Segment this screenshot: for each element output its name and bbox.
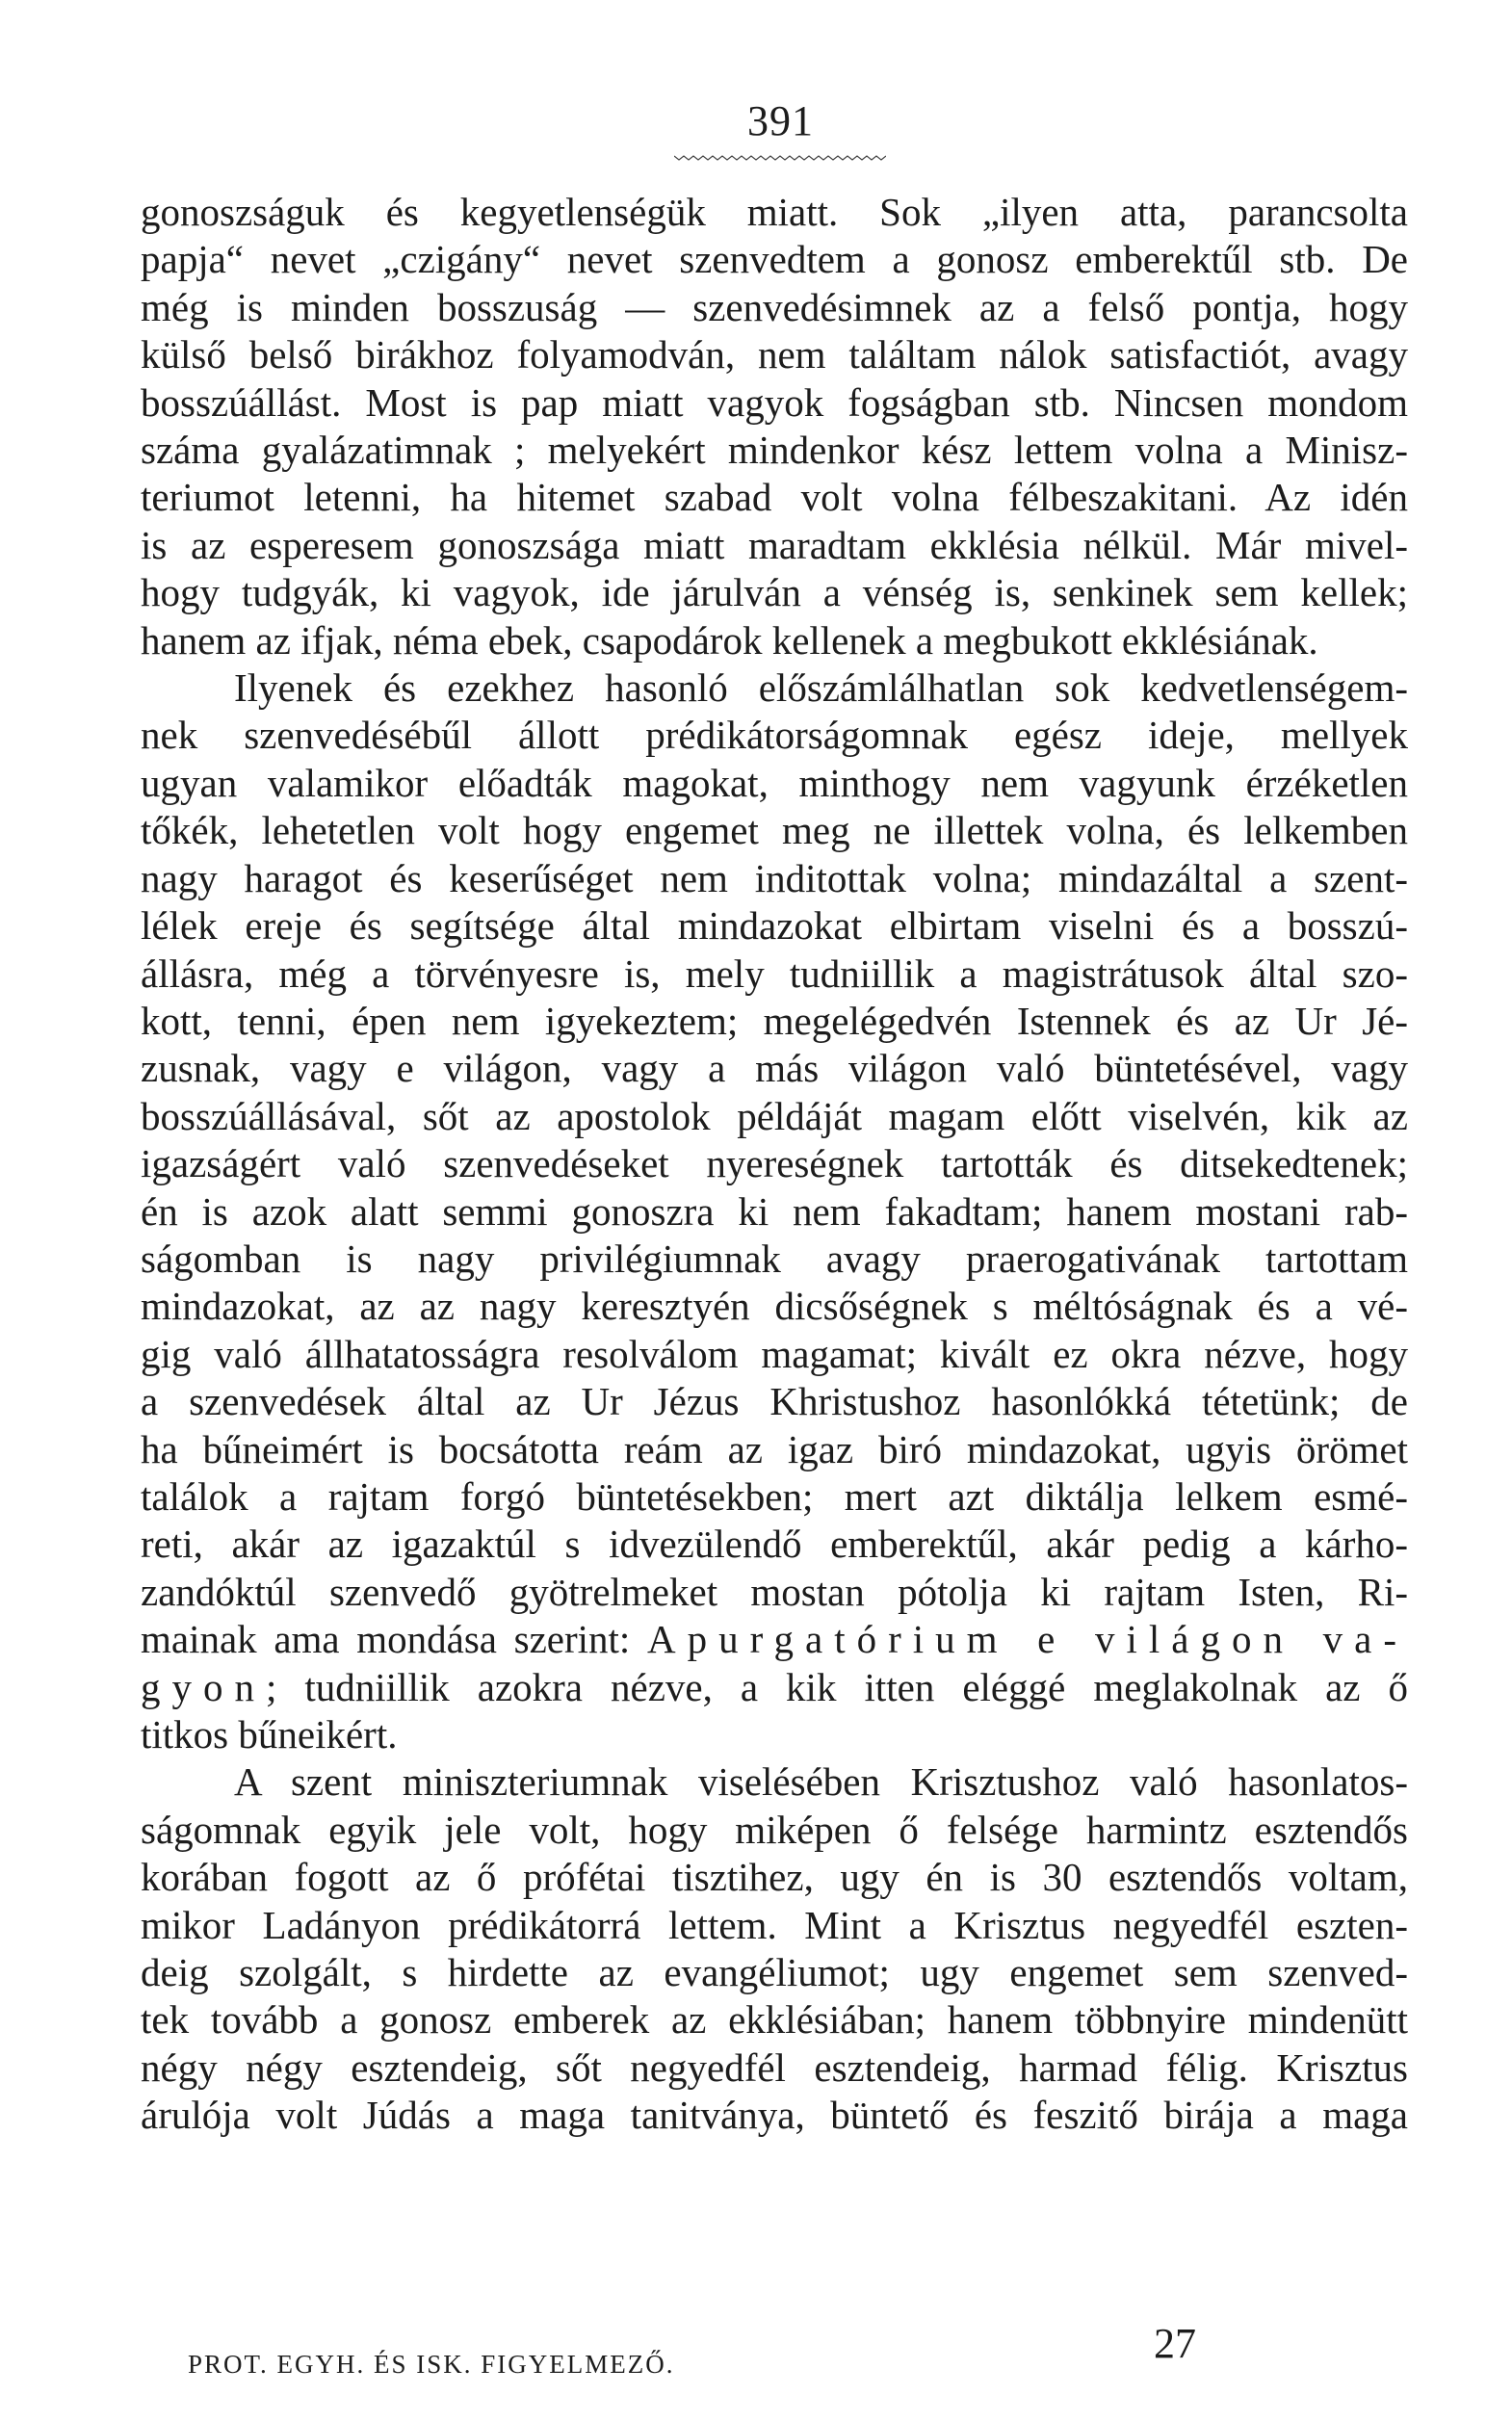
text-line: gig való állhatatosságra resolválom magamat; kivált ez okra nézve, hogy: [141, 1331, 1408, 1376]
text-line: négy négy esztendeig, sőt negyedfél esztendeig, harmad félig. Krisztus: [141, 2044, 1408, 2090]
text-fragment: ; tudniillik azokra nézve, a kik itten eléggé meglakolnak az ő: [266, 1664, 1408, 1709]
text-line: állásra, még a törvényesre is, mely tudniillik a magistrátusok által szo-: [141, 950, 1408, 996]
text-line: [141, 1616, 1408, 1663]
text-line: ságomban is nagy privilégiumnak avagy praerogativának tartottam: [141, 1236, 1408, 1281]
text-line: korában fogott az ő prófétai tisztihez, ugy én is 30 esztendős voltam,: [141, 1855, 1408, 1900]
text-line: én is azok alatt semmi gonoszra ki nem fakadtam; hanem mostani rab-: [141, 1188, 1408, 1234]
header-ornament: [674, 154, 886, 162]
text-line: reti, akár az igazaktúl s idvezülendő emberektűl, akár pedig a kárho-: [141, 1522, 1408, 1567]
text-line: lélek ereje és segítsége által mindazokat elbirtam viselni és a bosszú-: [141, 903, 1408, 949]
text-line: bosszúállásával, sőt az apostolok példáját magam előtt viselvén, kik az: [141, 1093, 1408, 1138]
text-fragment: mainak ama mondása szerint:: [141, 1617, 631, 1662]
text-line: külső belső birákhoz folyamodván, nem találtam nálok satisfactiót, avagy: [141, 332, 1408, 377]
text-line: bosszúállást. Most is pap miatt vagyok fogságban stb. Nincsen mondom: [141, 379, 1408, 425]
text-line: [141, 1664, 1408, 1711]
text-line: árulója volt Júdás a maga tanitványa, büntető és feszitő birája a maga: [141, 2093, 1408, 2138]
body-text: [141, 189, 1408, 2140]
text-line: zusnak, vagy e világon, vagy a más világon való büntetésével, vagy: [141, 1046, 1408, 1091]
text-line: ugyan valamikor előadták magokat, minthogy nem vagyunk érzéketlen: [141, 760, 1408, 805]
journal-footer: PROT. EGYH. ÉS ISK. FIGYELMEZŐ.: [188, 2350, 675, 2379]
text-line: is az esperesem gonoszsága miatt maradtam ekklésia nélkül. Már mivel-: [141, 522, 1408, 567]
text-line: gonoszságuk és kegyetlenségük miatt. Sok „ilyen atta, parancsolta: [141, 190, 1408, 234]
text-line: száma gyalázatimnak ; melyekért mindenkor kész lettem volna a Minisz-: [141, 428, 1408, 473]
text-line: mindazokat, az az nagy keresztyén dicsőségnek s méltóságnak és a vé-: [141, 1284, 1408, 1329]
text-line: papja“ nevet „czigány“ nevet szenvedtem a gonosz emberektűl stb. De: [141, 237, 1408, 282]
text-line: találok a rajtam forgó büntetésekben; mert azt diktálja lelkem esmé-: [141, 1473, 1408, 1519]
signature-number: 27: [1154, 2320, 1196, 2367]
text-line: hanem az ifjak, néma ebek, csapodárok kellenek a megbukott ekklésiának.: [141, 617, 1318, 663]
text-line: kott, tenni, épen nem igyekeztem; megelégedvén Istennek és az Ur Jé-: [141, 998, 1408, 1043]
page-number: 391: [747, 97, 814, 144]
text-line: igazságért való szenvedéseket nyereségnek tartották és ditsekedtenek;: [141, 1141, 1408, 1186]
text-line: mikor Ladányon prédikátorrá lettem. Mint a Krisztus negyedfél eszten-: [141, 1902, 1408, 1947]
text-line: Ilyenek és ezekhez hasonló előszámlálhatlan sok kedvetlenségem-: [234, 665, 1408, 711]
text-line: nagy haragot és keserűséget nem inditottak volna; mindazáltal a szent-: [141, 855, 1408, 900]
spaced-quote-end: gyon: [141, 1664, 266, 1709]
text-line: deig szolgált, s hirdette az evangéliumot; ugy engemet sem szenved-: [141, 1950, 1408, 1995]
text-line: ságomnak egyik jele volt, hogy miképen ő felsége harmintz esztendős: [141, 1807, 1408, 1852]
text-line: teriumot letenni, ha hitemet szabad volt volna félbeszakitani. Az idén: [141, 475, 1408, 520]
text-line: tek tovább a gonosz emberek az ekklésiában; hanem többnyire mindenütt: [141, 1997, 1408, 2043]
text-line: nek szenvedésébűl állott prédikátorságomnak egész ideje, mellyek: [141, 713, 1408, 758]
text-line: ha bűneimért is bocsátotta reám az igaz biró mindazokat, ugyis örömet: [141, 1426, 1408, 1471]
text-line: a szenvedések által az Ur Jézus Khristushoz hasonlókká tétetünk; de: [141, 1379, 1408, 1424]
text-line: zandóktúl szenvedő gyötrelmeket mostan pótolja ki rajtam Isten, Ri-: [141, 1569, 1408, 1614]
text-line: A szent miniszteriumnak viselésében Krisztushoz való hasonlatos-: [234, 1759, 1408, 1805]
text-line: tőkék, lehetetlen volt hogy engemet meg ne illettek volna, és lelkemben: [141, 808, 1408, 853]
text-line: még is minden bosszuság — szenvedésimnek az a felső pontja, hogy: [141, 284, 1408, 329]
text-line: hogy tudgyák, ki vagyok, ide járulván a vénség is, senkinek sem kellek;: [141, 570, 1408, 615]
spaced-quote: Apurgatórium e világon va-: [646, 1617, 1409, 1662]
text-line: titkos bűneikért.: [141, 1712, 398, 1757]
